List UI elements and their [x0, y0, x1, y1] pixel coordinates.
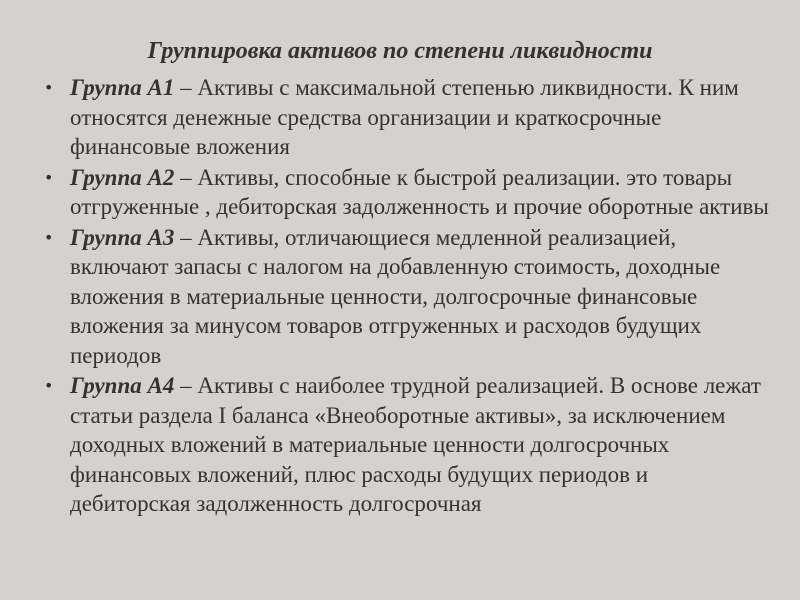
group-name-a1: Группа А1 — [70, 75, 175, 100]
bullet-list — [44, 73, 772, 520]
group-name-a4: Группа А4 — [70, 373, 175, 398]
slide-title: Группировка активов по степени ликвидности — [147, 38, 653, 64]
group-description-a2: – Активы, способные к быстрой реализации. это товары отгруженные , дебиторская задолженность и прочие оборотные активы — [70, 164, 769, 219]
group-description-a3: – Активы, отличающиеся медленной реализацией, включают запасы с налогом на добавленную стоимость, доходные вложения в материальные ценности, долгосрочные финансовые вложения за минусом товаров отгруженных и расходов будущих периодов — [70, 224, 721, 368]
group-description-a4: – Активы с наиболее трудной реализацией. В основе лежат статьи раздела I баланса «Внеоборотные активы», за исключением доходных вложений в материальные ценности долгосрочных финансовых вложений, плюс расходы будущих периодов и дебиторская задолженность долгосрочная — [70, 373, 761, 516]
bullet-icon: • — [44, 227, 54, 247]
group-name-a3: Группа А3 — [70, 224, 175, 250]
bullet-icon: • — [44, 376, 54, 395]
group-description-a1: – Активы с максимальной степенью ликвидности. К ним относятся денежные средства организации и краткосрочные финансовые вложения — [70, 75, 739, 159]
bullet-icon: • — [44, 78, 54, 97]
list-item-group-a4 — [44, 371, 772, 519]
bullet-icon: • — [44, 167, 54, 187]
list-item-group-a1 — [44, 73, 772, 162]
list-item-group-a2 — [44, 163, 772, 222]
group-name-a2: Группа А2 — [70, 164, 175, 190]
list-item-group-a3 — [44, 223, 772, 371]
